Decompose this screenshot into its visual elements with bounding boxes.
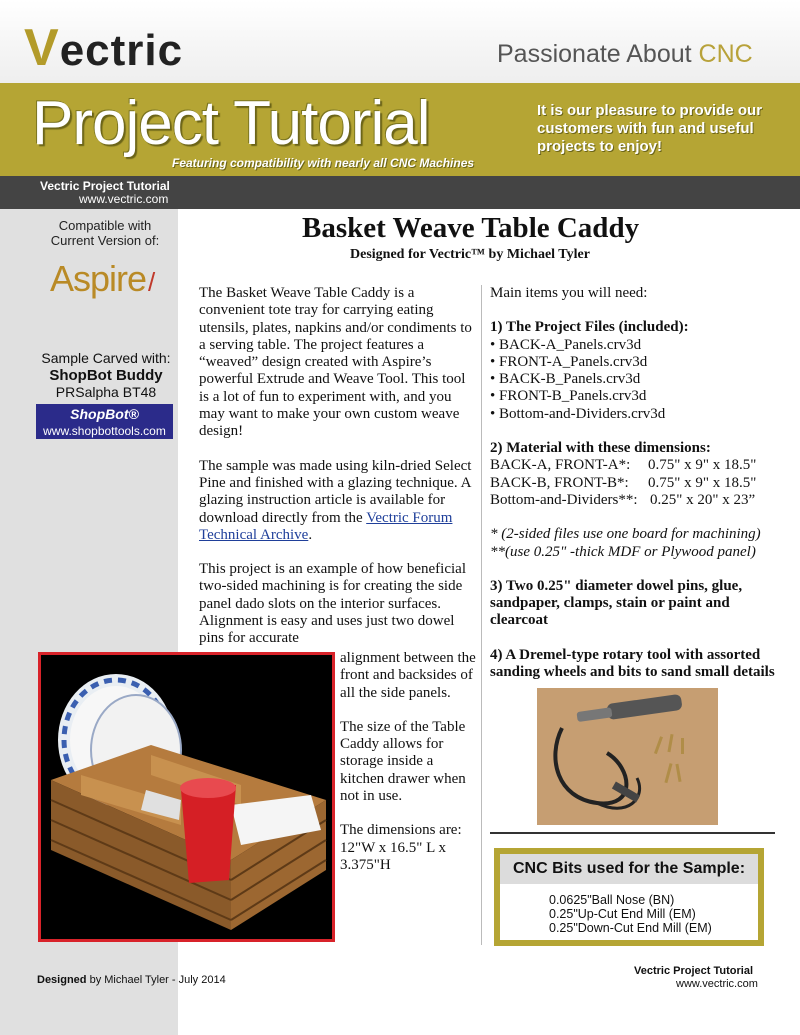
material-row — [490, 457, 790, 474]
list-item: 0.0625"Ball Nose (BN) — [549, 893, 675, 907]
material-name: Bottom-and-Dividers**: — [490, 491, 638, 508]
paragraph-dimensions: The dimensions are: 12"W x 16.5" L x 3.375"H — [340, 822, 462, 873]
band-pleasure-text: It is our pleasure to provide our customers with fun and useful projects to enjoy! — [537, 102, 763, 155]
footer-designed-by — [37, 974, 226, 986]
note-two-sided: * (2-sided files use one board for machining) — [490, 526, 761, 543]
cnc-bits-header: CNC Bits used for the Sample: — [500, 854, 758, 884]
shopbot-logo: ShopBot® — [36, 404, 173, 424]
forum-archive-link[interactable]: Vectric Forum Technical Archive — [199, 509, 453, 543]
material-section — [490, 440, 790, 509]
paragraph-machining: This project is an example of how beneficial two-sided machining is for creating the side panel dado slots on the interior surfaces. Alignment is easy and uses just two dowel pins for accurate — [199, 561, 466, 647]
material-row — [490, 492, 790, 509]
table-caddy-photo — [38, 652, 335, 942]
rotary-tool-photo — [537, 688, 718, 825]
flame-icon: / — [148, 267, 155, 297]
material-dims: 0.75" x 9" x 18.5" — [648, 474, 757, 491]
description-column-continued — [340, 650, 480, 891]
sample-carved-info — [36, 350, 176, 401]
material-dims: 0.25" x 20" x 23” — [650, 491, 756, 508]
note-mdf: **(use 0.25" -thick MDF or Plywood panel) — [490, 543, 756, 560]
project-files-section — [490, 319, 790, 423]
tagline-accent: CNC — [698, 40, 753, 68]
project-files-header: 1) The Project Files (included): — [490, 319, 689, 336]
item-rotary-tool: 4) A Dremel-type rotary tool with assorted sanding wheels and bits to sand small details — [490, 646, 775, 681]
machine-model: PRSalpha BT48 — [55, 384, 157, 400]
list-item: • BACK-A_Panels.crv3d — [490, 336, 642, 353]
bits-divider-line — [490, 832, 775, 834]
footer-designed-rest: by Michael Tyler - July 2014 — [89, 974, 226, 986]
list-item: • BACK-B_Panels.crv3d — [490, 371, 641, 388]
tagline — [497, 40, 753, 69]
paragraph-machining-cont: alignment between the front and backsides of all the side panels. — [340, 650, 476, 701]
material-name: BACK-B, FRONT-B*: — [490, 474, 629, 491]
compatibility-note — [0, 218, 210, 248]
darkbar-title: Vectric Project Tutorial — [40, 179, 170, 193]
footer-designed-bold: Designed — [37, 974, 87, 986]
band-subtitle: Featuring compatibility with nearly all CNC Machines — [172, 156, 475, 170]
page-subtitle: Designed for Vectric™ by Michael Tyler — [350, 247, 590, 262]
tagline-main: Passionate About — [497, 40, 692, 68]
list-item: 0.25"Down-Cut End Mill (EM) — [549, 921, 712, 935]
material-header: 2) Material with these dimensions: — [490, 440, 711, 457]
description-column — [199, 285, 473, 665]
paragraph-storage: The size of the Table Caddy allows for storage inside a kitchen drawer when not in use. — [340, 718, 466, 805]
band-title: Project Tutorial — [32, 89, 430, 158]
materials-intro: Main items you will need: — [490, 285, 648, 301]
material-name: BACK-A, FRONT-A*: — [490, 457, 631, 474]
cnc-bits-list — [549, 893, 712, 935]
material-row — [490, 475, 790, 492]
list-item: • FRONT-A_Panels.crv3d — [490, 353, 648, 370]
paragraph-sample-end: . — [308, 526, 313, 543]
paragraph-sample — [199, 458, 473, 544]
list-item: 0.25"Up-Cut End Mill (EM) — [549, 907, 696, 921]
material-notes — [490, 526, 790, 561]
aspire-logo-text: Aspire — [50, 258, 147, 299]
column-divider — [481, 285, 482, 945]
page-title: Basket Weave Table Caddy — [302, 212, 640, 244]
paragraph-sample-text: The sample was made using kiln-dried Select Pine and finished with a glazing technique. A glazing instruction article is available for download directly from the — [199, 457, 472, 526]
compat-line-2: Current Version of: — [50, 233, 160, 248]
vectric-logo: Vectric — [24, 19, 184, 77]
table-caddy-illustration — [41, 655, 332, 939]
compat-line-1: Compatible with — [58, 218, 152, 233]
aspire-logo — [50, 258, 154, 300]
material-dims: 0.75" x 9" x 18.5" — [648, 457, 757, 474]
paragraph-intro: The Basket Weave Table Caddy is a convenient tote tray for carrying eating utensils, plates, napkins and/or condiments to a serving table. The project features a “weaved” design created with Aspire’s powerful Extrude and Weave Tool. This tool is a lot of fun to experiment with, and you may want to make your own custom weave design! — [199, 285, 472, 440]
list-item: • Bottom-and-Dividers.crv3d — [490, 405, 666, 422]
materials-column — [490, 285, 790, 698]
footer-url: www.vectric.com — [676, 978, 758, 990]
rotary-tool-illustration — [537, 688, 718, 825]
footer-tutorial-title: Vectric Project Tutorial — [634, 965, 754, 977]
machine-name: ShopBot Buddy — [49, 367, 163, 384]
sample-label: Sample Carved with: — [41, 350, 171, 366]
darkbar-url: www.vectric.com — [79, 192, 169, 206]
item-dowel-pins: 3) Two 0.25" diameter dowel pins, glue, sandpaper, clamps, stain or paint and clearcoat — [490, 577, 743, 629]
list-item: • FRONT-B_Panels.crv3d — [490, 388, 647, 405]
shopbot-url-link[interactable]: www.shopbottools.com — [36, 424, 173, 439]
